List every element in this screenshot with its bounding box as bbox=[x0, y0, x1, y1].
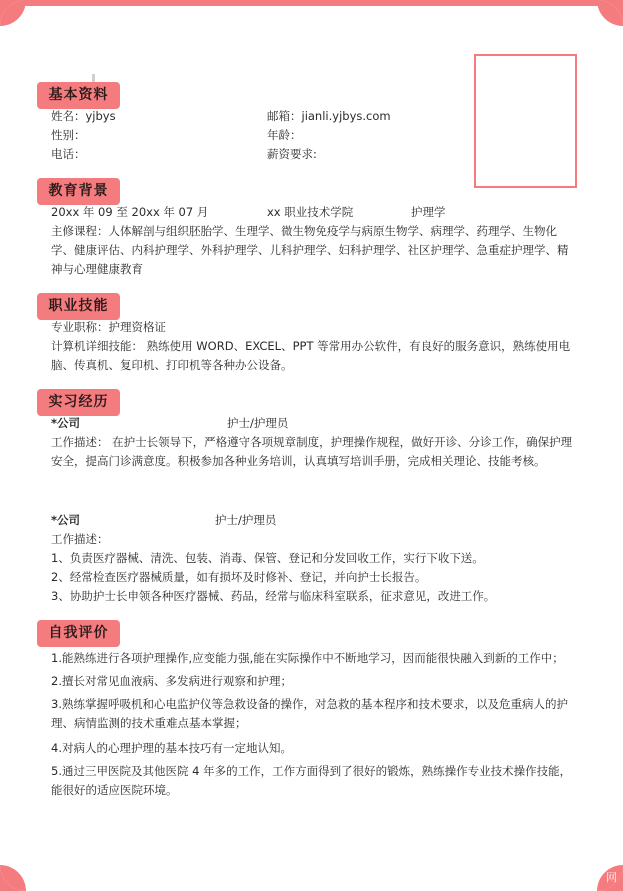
job2-company[interactable]: *公司 bbox=[51, 513, 81, 527]
section-heading-internship: 实习经历 bbox=[37, 389, 120, 416]
name-field[interactable]: 姓名：yjbys bbox=[51, 109, 116, 123]
photo-placeholder[interactable] bbox=[474, 54, 577, 188]
job2-duty-item[interactable]: 2、经常检查医疗器械质量，如有损坏及时修补、登记，并向护士长报告。 bbox=[51, 570, 427, 584]
salary-field[interactable]: 薪资要求: bbox=[267, 147, 317, 161]
job2-role[interactable]: 护士/护理员 bbox=[215, 513, 277, 527]
self-eval-item[interactable]: 5.通过三甲医院及其他医院 4 年多的工作，工作方面得到了很好的锻炼，熟练操作专业技术操作技能，能很好的适应医院环境。 bbox=[51, 764, 572, 797]
corner-decoration bbox=[0, 865, 26, 891]
education-school[interactable]: xx 职业技术学院 bbox=[267, 205, 354, 219]
section-heading-skills: 职业技能 bbox=[37, 293, 120, 320]
job2-duty-item[interactable]: 3、协助护士长申领各种医疗器械、药品，经常与临床科室联系，征求意见，改进工作。 bbox=[51, 589, 496, 603]
job2-duty-item[interactable]: 1、负责医疗器械、清洗、包装、消毒、保管、登记和分发回收工作，实行下收下送。 bbox=[51, 551, 484, 565]
job1-role[interactable]: 护士/护理员 bbox=[227, 416, 289, 430]
phone-field[interactable]: 电话： bbox=[51, 147, 86, 161]
job2-description-label[interactable]: 工作描述： bbox=[51, 532, 109, 546]
corner-decoration bbox=[597, 0, 623, 26]
self-eval-item[interactable]: 1.能熟练进行各项护理操作,应变能力强,能在实际操作中不断地学习，因而能很快融入到新的工作中； bbox=[51, 651, 564, 665]
job1-company[interactable]: *公司 bbox=[51, 416, 81, 430]
corner-decoration bbox=[0, 0, 26, 26]
job1-description[interactable]: 工作描述： 在护士长领导下，严格遵守各项规章制度，护理操作规程，做好开诊、分诊工作，确保护理安全，提高门诊满意度。积极参加各种业务培训，认真填写培训手册，完成相关理论、技能考核。 bbox=[51, 435, 573, 468]
section-heading-self-eval: 自我评价 bbox=[37, 620, 120, 647]
self-eval-item[interactable]: 2.擅长对常见血液病、多发病进行观察和护理； bbox=[51, 674, 292, 688]
education-period[interactable]: 20xx 年 09 至 20xx 年 07 月 bbox=[51, 205, 209, 219]
gender-field[interactable]: 性别： bbox=[51, 128, 86, 142]
top-border bbox=[20, 0, 603, 6]
education-courses[interactable]: 主修课程：人体解剖与组织胚胎学、生理学、微生物免疫学与病原生物学、病理学、药理学、生物化学、健康评估、内科护理学、外科护理学、儿科护理学、妇科护理学、社区护理学、急重症护理学、精神与心理健康教育 bbox=[51, 224, 569, 276]
age-field[interactable]: 年龄： bbox=[267, 128, 302, 142]
skills-computer[interactable]: 计算机详细技能： 熟练使用 WORD、EXCEL、PPT 等常用办公软件，有良好的服务意识，熟练使用电脑、传真机、复印机、打印机等各种办公设备。 bbox=[51, 339, 571, 372]
education-major[interactable]: 护理学 bbox=[411, 205, 446, 219]
email-field[interactable]: 邮箱：jianli.yjbys.com bbox=[267, 109, 391, 123]
self-eval-item[interactable]: 3.熟练掌握呼吸机和心电监护仪等急救设备的操作，对急救的基本程序和技术要求，以及危重病人的护理、病情监测的技术重难点基本掌握； bbox=[51, 697, 568, 730]
self-eval-item[interactable]: 4.对病人的心理护理的基本技巧有一定地认知。 bbox=[51, 741, 292, 755]
section-heading-basic: 基本资料 bbox=[37, 82, 120, 109]
skills-title[interactable]: 专业职称：护理资格证 bbox=[51, 320, 166, 334]
section-heading-education: 教育背景 bbox=[37, 178, 120, 205]
watermark: 网 bbox=[606, 871, 617, 884]
